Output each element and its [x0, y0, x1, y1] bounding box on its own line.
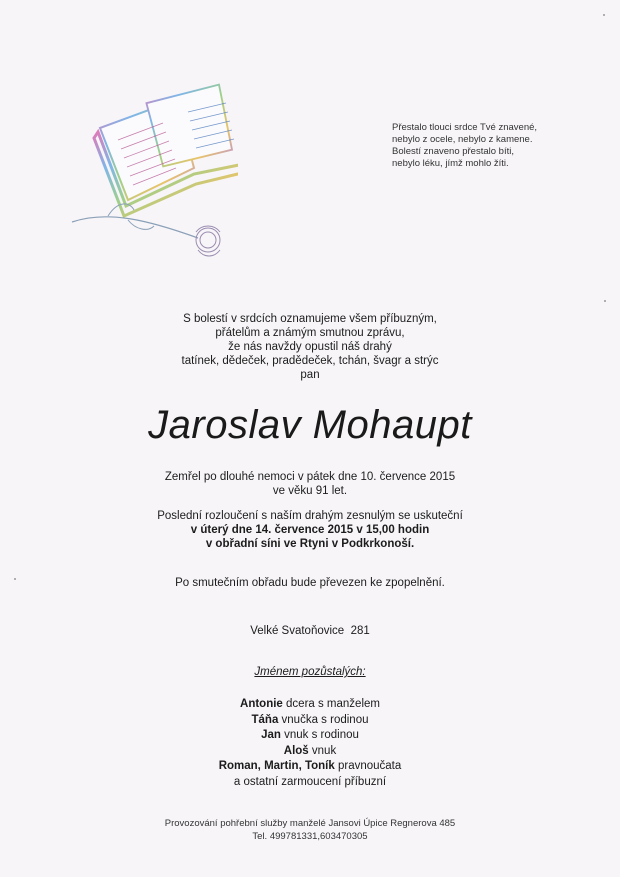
footer-provider-line: Provozování pohřební služby manželé Jansovi Úpice Regnerova 485	[164, 818, 456, 829]
deceased-name: Jaroslav Mohaupt	[148, 403, 472, 447]
mourner-name: Roman, Martin, Toník	[218, 760, 335, 772]
farewell-info	[0, 509, 620, 551]
mourner-relation: vnučka s rodinou	[278, 713, 369, 726]
intro-line: přátelům a známým smutnou zprávu,	[215, 327, 405, 339]
list-item	[0, 759, 620, 775]
poem-verse	[392, 122, 602, 170]
list-item	[0, 728, 620, 744]
list-item	[0, 775, 620, 791]
scan-speck	[603, 14, 605, 16]
mourner-relation: pravnoučata	[334, 760, 402, 772]
mourner-name: Táňa	[251, 713, 279, 726]
poem-line: nebylo z ocele, nebylo z kamene.	[392, 134, 533, 145]
death-info	[0, 470, 620, 498]
mourner-name: Aloš	[283, 744, 309, 757]
cremation-note: Po smutečním obřadu bude převezen ke zpopelnění.	[175, 577, 445, 589]
list-item	[0, 744, 620, 760]
poem-line: nebylo léku, jímž mohlo žíti.	[392, 158, 509, 169]
list-item	[0, 713, 620, 729]
list-item	[0, 697, 620, 713]
intro-line: že nás navždy opustil náš drahý	[228, 341, 392, 353]
mourner-relation: a ostatní zarmoucení příbuzní	[233, 775, 387, 788]
footer-phone-line: Tel. 499781331,603470305	[252, 830, 368, 842]
farewell-intro-line: Poslední rozloučení s naším drahým zesnulým se uskuteční	[157, 510, 463, 522]
farewell-place-line: v obřadní síni ve Rtyni v Podkrkonoší.	[205, 538, 415, 550]
intro-line: S bolestí v srdcích oznamujeme všem příbuzným,	[183, 313, 437, 325]
mourner-relation: vnuk s rodinou	[280, 729, 359, 741]
open-book-with-flower-illustration	[68, 60, 238, 270]
address-line: Velké Svatoňovice 281	[250, 625, 370, 637]
poem-line: Přestalo tlouci srdce Tvé znavené,	[392, 122, 538, 133]
death-date-line: Zemřel po dlouhé nemoci v pátek dne 10. července 2015	[164, 471, 456, 483]
mourner-name: Jan	[261, 729, 281, 741]
on-behalf-heading: Jménem pozůstalých:	[254, 666, 366, 678]
scan-speck	[604, 300, 606, 302]
farewell-date-line: v úterý dne 14. července 2015 v 15,00 hodin	[190, 524, 430, 536]
mourner-relation: dcera s manželem	[282, 698, 380, 710]
mourners-list	[0, 697, 620, 790]
intro-line: tatínek, dědeček, pradědeček, tchán, švagr a strýc	[181, 355, 439, 367]
announcement-intro	[0, 312, 620, 382]
scan-speck	[14, 578, 16, 580]
mourner-relation: vnuk	[308, 744, 337, 757]
intro-line: pan	[300, 369, 320, 381]
death-age-line: ve věku 91 let.	[272, 485, 348, 497]
poem-line: Bolestí znaveno přestalo bíti,	[392, 146, 514, 157]
funeral-service-footer	[0, 818, 620, 843]
mourner-name: Antonie	[240, 698, 283, 710]
